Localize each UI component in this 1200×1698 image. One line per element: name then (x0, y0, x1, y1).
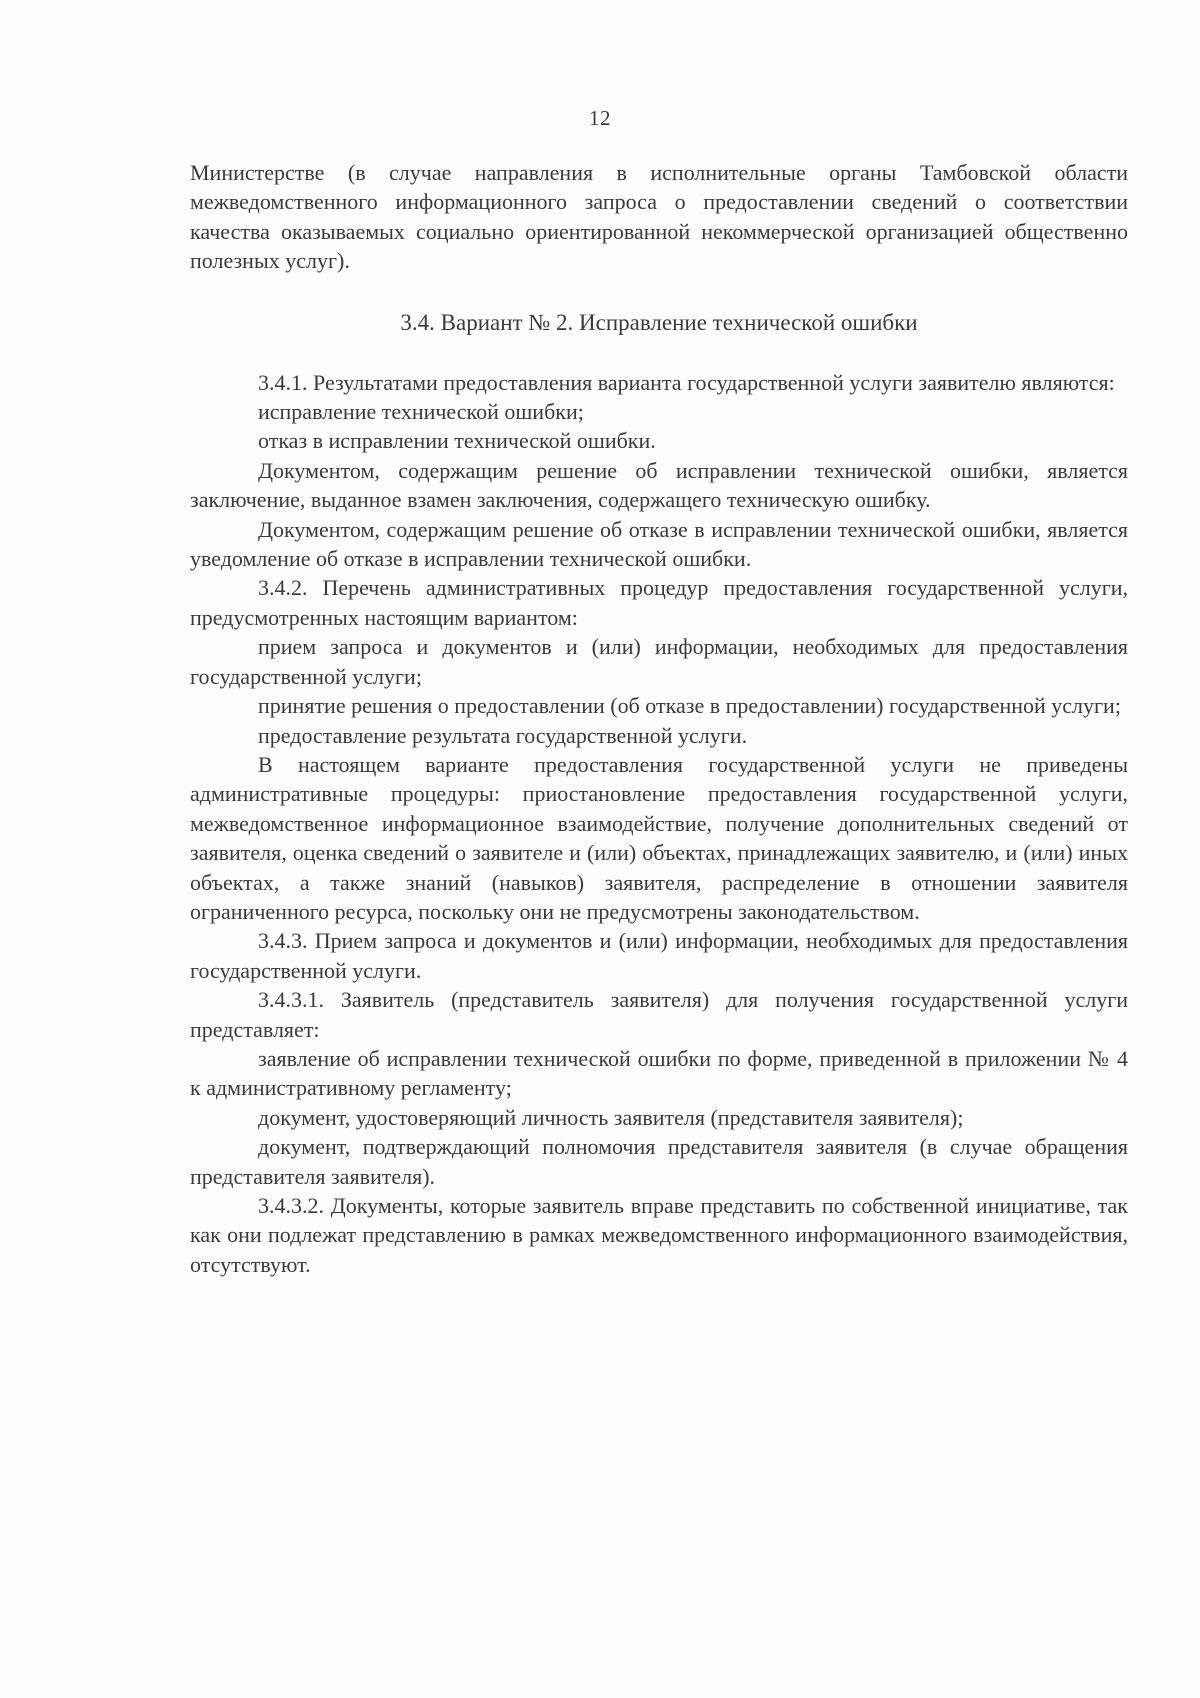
paragraph-3-4-1: 3.4.1. Результатами предоставления варианта государственной услуги заявителю являются: (258, 369, 1115, 395)
paragraph-3-4-3: 3.4.3. Прием запроса и документов и (или) информации, необходимых для предоставления государственной услуги. (190, 928, 1128, 983)
paragraph-3-4-3-1: 3.4.3.1. Заявитель (представитель заявителя) для получения государственной услуги представляет: (190, 987, 1128, 1042)
list-item: исправление технической ошибки; (258, 399, 584, 425)
paragraph-3-4-2: 3.4.2. Перечень административных процедур предоставления государственной услуги, предусмотренных настоящим вариантом: (190, 575, 1128, 630)
list-item: документ, подтверждающий полномочия представителя заявителя (в случае обращения представителя заявителя). (190, 1134, 1128, 1189)
list-item: принятие решения о предоставлении (об отказе в предоставлении) государственной услуги; (258, 693, 1121, 719)
page-number: 12 (589, 106, 611, 130)
paragraph-3-4-3-2: 3.4.3.2. Документы, которые заявитель вправе представить по собственной инициативе, так как они подлежат представлению в рамках межведомственного информационного взаимодействия, отсутствуют. (190, 1193, 1128, 1277)
list-item: прием запроса и документов и (или) информации, необходимых для предоставления государственной услуги; (190, 634, 1128, 689)
section-heading: 3.4. Вариант № 2. Исправление технической ошибки (400, 309, 918, 335)
list-item: предоставление результата государственной услуги. (258, 722, 748, 748)
paragraph: Документом, содержащим решение об исправлении технической ошибки, является заключение, выданное взамен заключения, содержащего техническую ошибку. (190, 457, 1128, 513)
paragraph-continuation: Министерстве (в случае направления в исполнительные органы Тамбовской области межведомственного информационного запроса о предоставлении сведений о соответствии качества оказываемых социально ориентированной некоммерческой организацией общественно полезных услуг). (190, 160, 1128, 274)
list-item: документ, удостоверяющий личность заявителя (представителя заявителя); (258, 1104, 964, 1130)
list-item: заявление об исправлении технической ошибки по форме, приведенной в приложении № 4 к административному регламенту; (190, 1045, 1128, 1101)
paragraph: Документом, содержащим решение об отказе в исправлении технической ошибки, является уведомление об отказе в исправлении технической ошибки. (190, 516, 1128, 572)
paragraph: В настоящем варианте предоставления государственной услуги не приведены административные процедуры: приостановление предоставления государственной услуги, межведомственное информационное взаимодействие, получение дополнительных сведений от заявителя, оценка сведений о заявителе и (или) объектах, принадлежащих заявителю, и (или) иных объектах, а также знаний (навыков) заявителя, распределение в отношении заявителя ограниченного ресурса, поскольку они не предусмотрены законодательством. (190, 751, 1128, 924)
document-body (190, 158, 1128, 1279)
list-item: отказ в исправлении технической ошибки. (258, 428, 656, 454)
